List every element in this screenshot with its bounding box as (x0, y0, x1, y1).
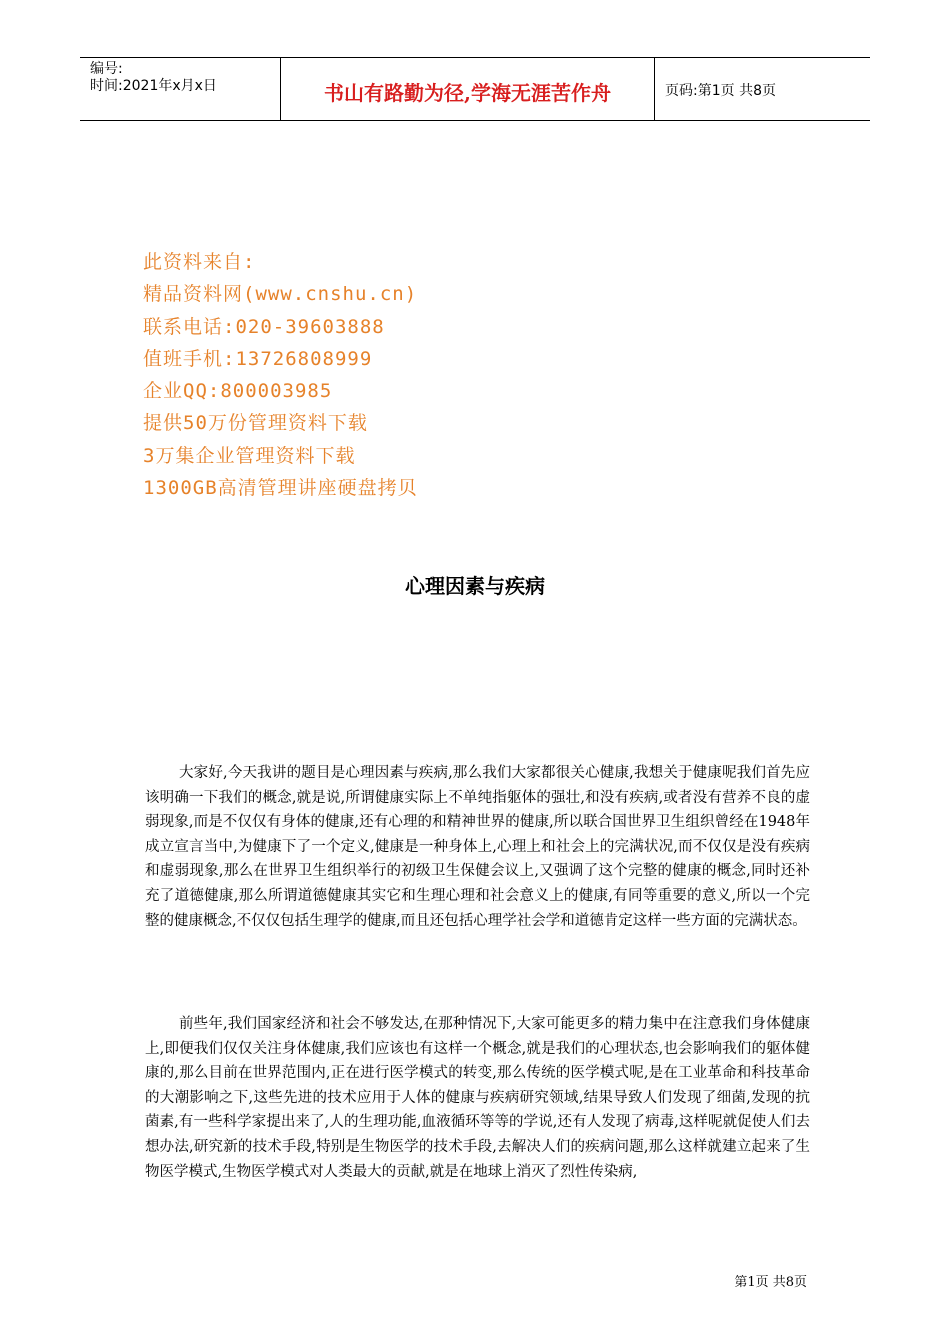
header-page-cell (655, 58, 870, 120)
document-number-label: 编号: (90, 61, 123, 77)
page-footer: 第1页 共8页 (734, 1275, 807, 1290)
header-page-code: 页码:第1页 共8页 (665, 83, 776, 99)
document-time-label: 时间:2021年x月x日 (90, 78, 217, 94)
header-motto-cell (281, 58, 655, 120)
promo-line: 值班手机:13726808999 (143, 347, 373, 370)
promo-line: 提供50万份管理资料下载 (143, 412, 368, 435)
body-paragraph: 大家好,今天我讲的题目是心理因素与疾病,那么我们大家都很关心健康,我想关于健康呢我们首先应该明确一下我们的概念,就是说,所谓健康实际上不单纯指躯体的强壮,和没有疾病,或者没有营养不良的虚弱现象,而是不仅仅有身体的健康,还有心理的和精神世界的健康,所以联合国世界卫生组织曾经在1948年成立宣言当中,为健康下了一个定义,健康是一种身体上,心理上和社会上的完满状况,而不仅仅是没有疾病和虚弱现象,那么在世界卫生组织举行的初级卫生保健会议上,又强调了这个完整的健康的概念,同时还补充了道德健康,那么所谓道德健康其实它和生理心理和社会意义上的健康,有同等重要的意义,所以一个完整的健康概念,不仅仅包括生理学的健康,而且还包括心理学社会学和道德肯定这样一些方面的完满状态。 (145, 765, 810, 929)
body-paragraph: 前些年,我们国家经济和社会不够发达,在那种情况下,大家可能更多的精力集中在注意我们身体健康上,即便我们仅仅关注身体健康,我们应该也有这样一个概念,就是我们的心理状态,也会影响我们的躯体健康的,那么目前在世界范围内,正在进行医学模式的转变,那么传统的医学模式呢,是在工业革命和科技革命的大潮影响之下,这些先进的技术应用于人体的健康与疾病研究领域,结果导致人们发现了细菌,发现的抗菌素,有一些科学家提出来了,人的生理功能,血液循环等等的学说,还有人发现了病毒,这样呢就促使人们去想办法,研究新的技术手段,特别是生物医学的技术手段,去解决人们的疾病问题,那么这样就建立起来了生物医学模式,生物医学模式对人类最大的贡献,就是在地球上消灭了烈性传染病, (145, 1016, 810, 1180)
promo-line: 联系电话:020-39603888 (143, 315, 385, 338)
promo-line: 精品资料网(www.cnshu.cn) (143, 283, 418, 306)
promo-line: 此资料来自: (143, 251, 256, 273)
document-header (80, 57, 870, 121)
promo-line: 3万集企业管理资料下载 (143, 444, 356, 467)
promo-line: 企业QQ:800003985 (143, 380, 333, 403)
header-meta-cell (80, 58, 281, 120)
promo-block (143, 246, 418, 504)
promo-line: 1300GB高清管理讲座硬盘拷贝 (143, 477, 418, 500)
document-title: 心理因素与疾病 (405, 574, 545, 598)
header-motto: 书山有路勤为径,学海无涯苦作舟 (324, 81, 611, 105)
